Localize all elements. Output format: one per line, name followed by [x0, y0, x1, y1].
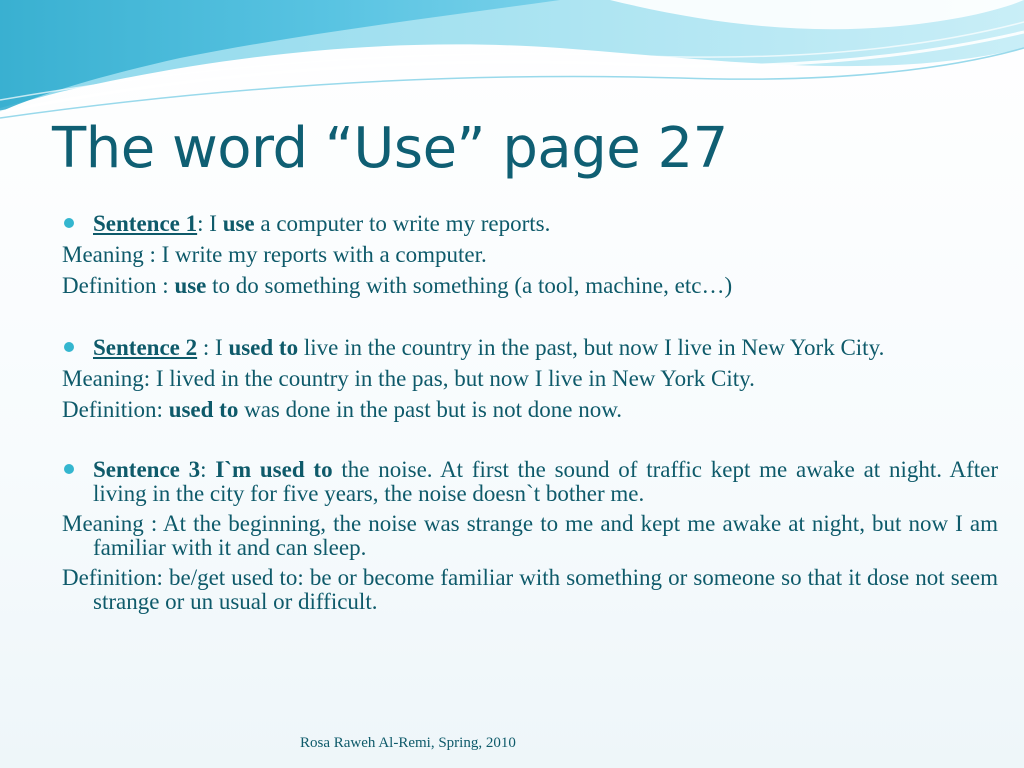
definition-text: was done in the past but is not done now.	[238, 397, 623, 422]
bullet-icon	[64, 342, 74, 352]
sentence-2-keyword: used to	[228, 335, 299, 360]
sentence-3-sep: :	[200, 457, 216, 482]
footer-credit: Rosa Raweh Al-Remi, Spring, 2010	[300, 735, 516, 751]
bullet-icon	[64, 464, 74, 474]
sentence-2-meaning: Meaning: I lived in the country in the pas, but now I live in New York City.	[62, 366, 755, 391]
sentence-1-meaning: Meaning : I write my reports with a computer.	[62, 242, 487, 267]
sentence-3-definition: Definition: be/get used to: be or become familiar with something or someone so that it dose not seem strange or un usual or difficult.	[62, 565, 998, 614]
sentence-1-line	[62, 212, 998, 236]
page-title: The word “Use” page 27	[52, 116, 728, 181]
sentence-1-text: a computer to write my reports.	[254, 211, 551, 236]
definition-keyword: used to	[168, 397, 239, 422]
definition-prefix: Definition:	[62, 397, 169, 422]
sentence-3-keyword: I`m used to	[215, 457, 333, 482]
sentence-3-meaning: Meaning : At the beginning, the noise was strange to me and kept me awake at night, but now I am familiar with it and can sleep.	[62, 511, 998, 560]
sentence-1-definition	[62, 274, 998, 298]
definition-text: to do something with something (a tool, machine, etc…)	[206, 273, 733, 298]
sentence-3-label: Sentence 3	[93, 457, 201, 482]
sentence-2-sep: : I	[197, 335, 229, 360]
slide-body	[62, 212, 998, 614]
sentence-1-label: Sentence 1	[93, 211, 198, 236]
sentence-2-line	[62, 336, 998, 360]
sentence-2-text: live in the country in the past, but now I live in New York City.	[298, 335, 885, 360]
definition-prefix: Definition :	[62, 273, 175, 298]
bullet-icon	[64, 218, 74, 228]
sentence-2-label: Sentence 2	[93, 335, 198, 360]
sentence-2-definition	[62, 398, 998, 422]
header-wave-decoration	[0, 0, 1024, 130]
sentence-3-line	[62, 458, 998, 506]
definition-keyword: use	[174, 273, 207, 298]
sentence-1-keyword: use	[222, 211, 255, 236]
sentence-3-text: the noise. At first the sound of traffic kept me awake at night. After living in the city for five years, the noise doesn`t bother me.	[93, 457, 999, 506]
sentence-1-sep: : I	[197, 211, 223, 236]
